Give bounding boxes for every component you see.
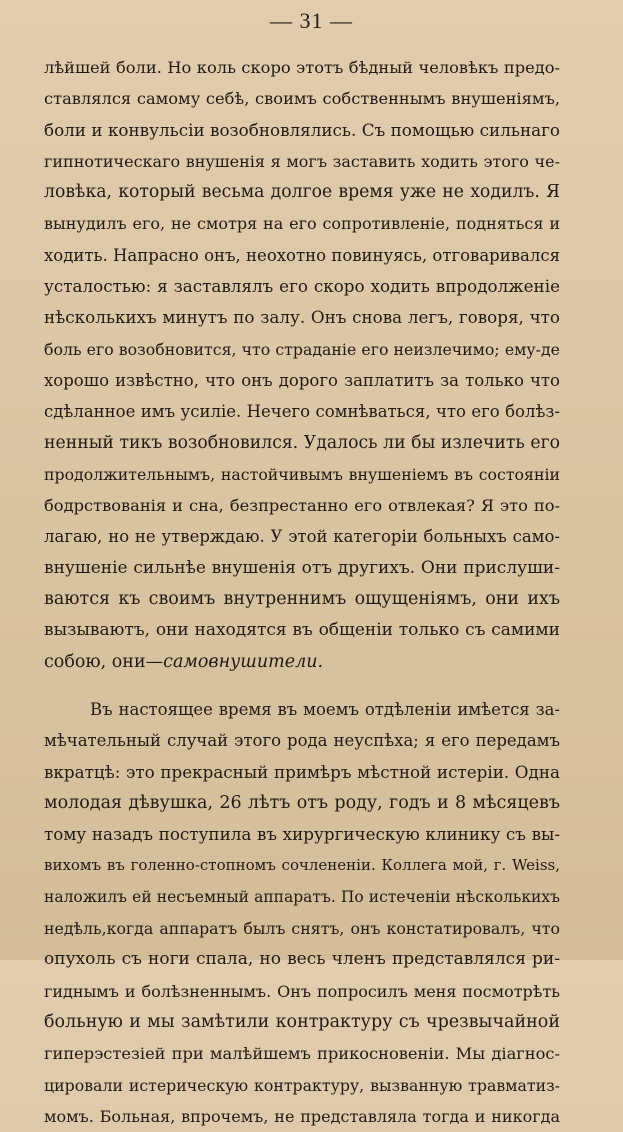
text-line: продолжительнымъ, настойчивымъ внушеніемъ въ состояніи (44, 464, 560, 484)
text-line: тому назадъ поступила въ хирургическую клинику съ вы- (44, 824, 560, 845)
text-line: наложилъ ей несъемный аппаратъ. По истеченіи нѣсколькихъ (44, 887, 560, 906)
text-line: опухоль съ ноги спала, но весь членъ представлялся ри- (44, 949, 560, 970)
text-line: гиперэстезіей при малѣйшемъ прикосновеніи. Мы діагнос- (44, 1044, 560, 1064)
final-line-text: собою, они— (44, 651, 164, 672)
italic-term: самовнушители. (163, 651, 324, 672)
text-line: больную и мы замѣтили контрактуру съ чрезвычайной (44, 1011, 560, 1032)
text-line: ставлялся самому себѣ, своимъ собственнымъ внушеніямъ, (44, 89, 560, 109)
text-line: лѣйшей боли. Но коль скоро этотъ бѣдный человѣкъ предо- (44, 58, 560, 77)
page-number: — 31 — (270, 8, 353, 33)
text-line: вызываютъ, они находятся въ общеніи только съ самими (44, 620, 560, 641)
text-line: лагаю, но не утверждаю. У этой категоріи больныхъ само- (44, 527, 560, 547)
text-line: гипнотическаго внушенія я могъ заставить ходить этого че- (44, 151, 560, 171)
text-line: вынудилъ его, не смотря на его сопротивленіе, подняться и (44, 214, 560, 234)
page-body (44, 52, 560, 1132)
text-line: гиднымъ и болѣзненнымъ. Онъ попросилъ меня посмотрѣть (44, 981, 560, 1001)
text-line: усталостью: я заставлялъ его скоро ходить впродолженіе (44, 276, 560, 297)
text-line: внушеніе сильнѣе внушенія отъ другихъ. Они прислуши- (44, 557, 560, 578)
text-line: сдѣланное имъ усиліе. Нечего сомнѣваться, что его болѣз- (44, 402, 560, 422)
text-line: вихомъ въ голенно-стопномъ сочлененіи. Коллега мой, г. Weiss, (44, 856, 560, 875)
paragraph-1 (44, 52, 560, 678)
text-line: ходить. Напрасно онъ, неохотно повинуясь, отговаривался (44, 245, 560, 265)
paragraph-gap (44, 678, 560, 694)
text-line: боль его возобновится, что страданіе его неизлечимо; ему-де (44, 339, 560, 359)
text-line: цировали истерическую контрактуру, вызванную травматиз- (44, 1075, 560, 1095)
text-line: бодрствованія и сна, безпрестанно его отвлекая? Я это по- (44, 496, 560, 516)
text-line: Въ настоящее время въ моемъ отдѣленіи имѣется за- (90, 699, 560, 719)
paragraph-2 (44, 694, 560, 1132)
text-line: ловѣка, который весьма долгое время уже не ходилъ. Я (44, 182, 560, 203)
text-line: мѣчательный случай этого рода неуспѣха; я его передамъ (44, 731, 560, 751)
text-line: момъ. Больная, впрочемъ, не представляла тогда и никогда (44, 1106, 560, 1126)
text-line: вкратцѣ: это прекрасный примѣръ мѣстной истеріи. Одна (44, 761, 560, 782)
text-line: боли и конвульсіи возобновлялись. Съ помощью сильнаго (44, 119, 560, 140)
text-line: ненный тикъ возобновился. Удалось ли бы излечить его (44, 432, 560, 453)
text-line: ваются къ своимъ внутреннимъ ощущеніямъ, они ихъ (44, 589, 560, 610)
text-line: нѣсколькихъ минутъ по залу. Онъ снова легъ, говоря, что (44, 307, 560, 328)
text-line: недѣль,когда аппаратъ былъ снятъ, онъ констатировалъ, что (44, 919, 560, 939)
text-line: молодая дѣвушка, 26 лѣтъ отъ роду, годъ и 8 мѣсяцевъ (44, 792, 560, 813)
text-line-final (44, 647, 560, 678)
text-line: хорошо извѣстно, что онъ дорого заплатитъ за только что (44, 370, 560, 390)
